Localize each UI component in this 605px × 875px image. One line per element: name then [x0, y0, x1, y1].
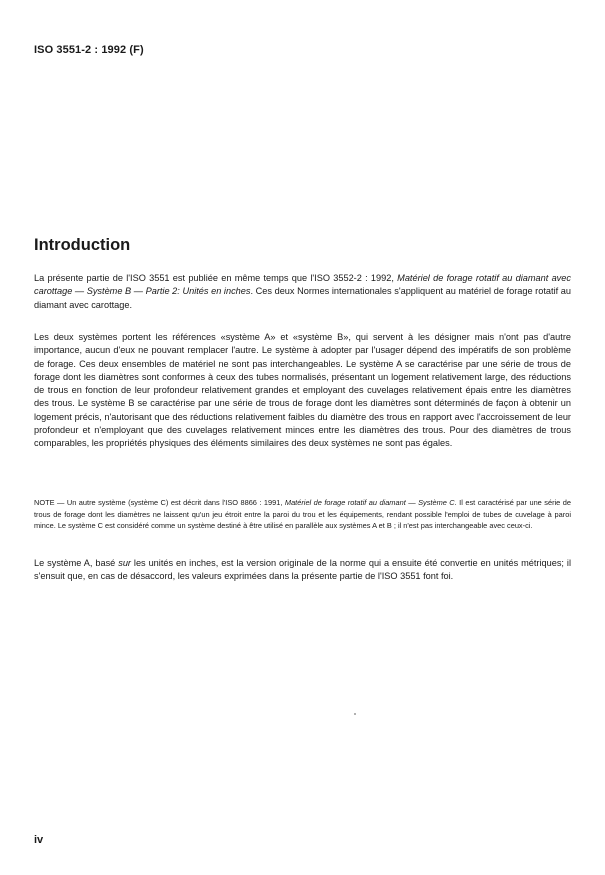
paragraph-system-a-text-end: les unités en inches, est la version originale de la norme qui a ensuite été convertie en unités métriques; il s'ensuit que, en cas de désaccord, les valeurs exprimées dans la présente partie de l'ISO 3551 font foi.	[34, 558, 571, 582]
document-header: ISO 3551-2 : 1992 (F)	[34, 44, 144, 56]
paragraph-intro-text-end: . Ces deux Normes internationales s'appliquent au matériel de forage rotatif au diamant avec carottage.	[34, 286, 571, 310]
note-text-end: . Il est caractérisé par une série de trous de forage dont les diamètres ne laissent qu'un jeu étroit entre la paroi du trou et les équipements, rendant possible l'emploi de tubes de cuvelage à paroi mince. Le système C est considéré comme un système destiné à être utilisé en parallèle aux systèmes A et B ; il n'est pas interchangeable avec ceux-ci.	[34, 498, 571, 530]
page-number: iv	[34, 834, 44, 846]
paragraph-systems: Les deux systèmes portent les références «système A» et «système B», qui servent à les désigner mais n'ont pas d'autre importance, aucun d'eux ne pouvant remplacer l'autre. Le système à adopter par l'usager dépend des impératifs de son problème de forage. Ces deux ensembles de matériel ne sont pas interchangeables. Le système A se caractérise par une série de trous de forage dont les diamètres sont conformes à ceux des tubes normalisés, présentant un logement relativement large, des réductions de trous en fonction de leur profondeur relativement grandes et employant des cuvelages relativement épais entre les diamètres des trous. Le système B se caractérise par une série de trous de forage dont les diamètres sont déterminés de façon à obtenir un logement précis, n'autorisant que des réductions relativement faibles du diamètre des trous en rapport avec l'accroissement de leur profondeur et n'employant que des cuvelages relativement minces entre les diamètres des trous. Pour des diamètres de trous comparables, les propriétés physiques des éléments similaires des deux systèmes ne sont pas égales.	[34, 332, 571, 448]
section-title: Introduction	[34, 236, 131, 254]
paragraph-intro	[34, 272, 571, 312]
note-paragraph	[34, 497, 571, 532]
referenced-standard-title: Matériel de forage rotatif au diamant avec carottage — Système B — Partie 2: Unités en inches	[34, 273, 571, 297]
paragraph-system-a-text: Le système A, basé	[34, 558, 119, 568]
paragraph-intro-text: La présente partie de l'ISO 3551 est publiée en même temps que l'ISO 3552-2 : 1992,	[34, 273, 398, 283]
scan-speck	[354, 713, 356, 715]
paragraph-system-a	[34, 557, 571, 584]
note-referenced-title: Matériel de forage rotatif au diamant — Système C	[284, 498, 455, 507]
emphasis-sur: sur	[118, 558, 131, 568]
note-text: NOTE — Un autre système (système C) est décrit dans l'ISO 8866 : 1991,	[34, 498, 285, 507]
